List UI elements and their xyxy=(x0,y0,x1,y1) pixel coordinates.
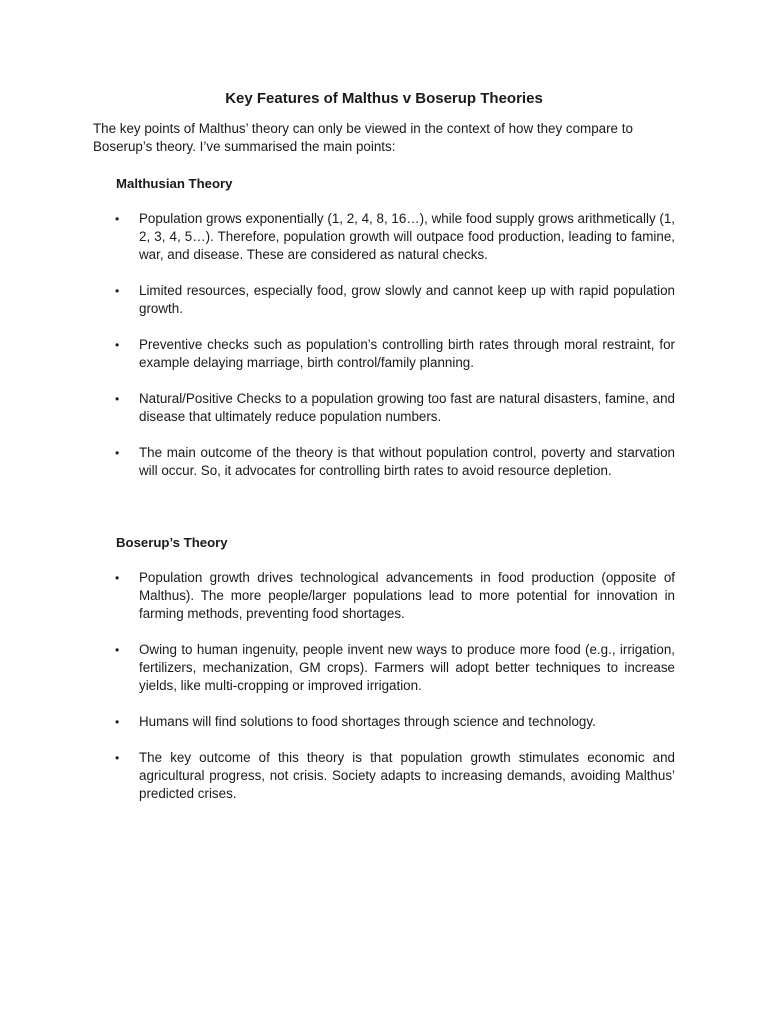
bullet-icon: • xyxy=(115,338,120,352)
list-item-text: The key outcome of this theory is that population growth stimulates economic and agricultural progress, not crisis. Society adapts to increasing demands, avoiding Malthus’ predicted crises. xyxy=(139,750,675,801)
bullet-icon: • xyxy=(115,715,120,729)
bullet-icon: • xyxy=(115,392,120,406)
list-item-text: Population grows exponentially (1, 2, 4, 8, 16…), while food supply grows arithmetically (1, 2, 3, 4, 5…). Therefore, population growth will outpace food production, leading to famine, war, and disease. These are considered as natural checks. xyxy=(139,211,675,262)
list-item xyxy=(112,390,675,426)
section-heading-boserup: Boserup’s Theory xyxy=(116,535,228,550)
bullet-icon: • xyxy=(115,571,120,585)
list-item xyxy=(112,641,675,695)
list-item-text: Natural/Positive Checks to a population growing too fast are natural disasters, famine, and disease that ultimately reduce population numbers. xyxy=(139,391,675,424)
boserup-bullet-list xyxy=(112,569,675,821)
section-heading-malthusian: Malthusian Theory xyxy=(116,176,233,191)
list-item-text: Owing to human ingenuity, people invent new ways to produce more food (e.g., irrigation, fertilizers, mechanization, GM crops). Farmers will adopt better techniques to increase yields, like multi-cropping or improved irrigation. xyxy=(139,642,675,693)
list-item xyxy=(112,713,675,731)
list-item xyxy=(112,444,675,480)
list-item-text: The main outcome of the theory is that without population control, poverty and starvation will occur. So, it advocates for controlling birth rates to avoid resource depletion. xyxy=(139,445,675,478)
list-item xyxy=(112,282,675,318)
bullet-icon: • xyxy=(115,751,120,765)
list-item-text: Humans will find solutions to food shortages through science and technology. xyxy=(139,714,596,729)
list-item-text: Population growth drives technological advancements in food production (opposite of Malthus). The more people/larger populations lead to more potential for innovation in farming methods, preventing food shortages. xyxy=(139,570,675,621)
document-title: Key Features of Malthus v Boserup Theories xyxy=(225,90,543,107)
list-item xyxy=(112,749,675,803)
list-item xyxy=(112,569,675,623)
bullet-icon: • xyxy=(115,446,120,460)
malthusian-bullet-list xyxy=(112,210,675,498)
bullet-icon: • xyxy=(115,284,120,298)
intro-paragraph: The key points of Malthus’ theory can only be viewed in the context of how they compare to Boserup’s theory. I’ve summarised the main points: xyxy=(93,121,633,154)
bullet-icon: • xyxy=(115,643,120,657)
list-item-text: Preventive checks such as population’s controlling birth rates through moral restraint, for example delaying marriage, birth control/family planning. xyxy=(139,337,675,370)
bullet-icon: • xyxy=(115,212,120,226)
list-item xyxy=(112,210,675,264)
list-item-text: Limited resources, especially food, grow slowly and cannot keep up with rapid population growth. xyxy=(139,283,675,316)
list-item xyxy=(112,336,675,372)
